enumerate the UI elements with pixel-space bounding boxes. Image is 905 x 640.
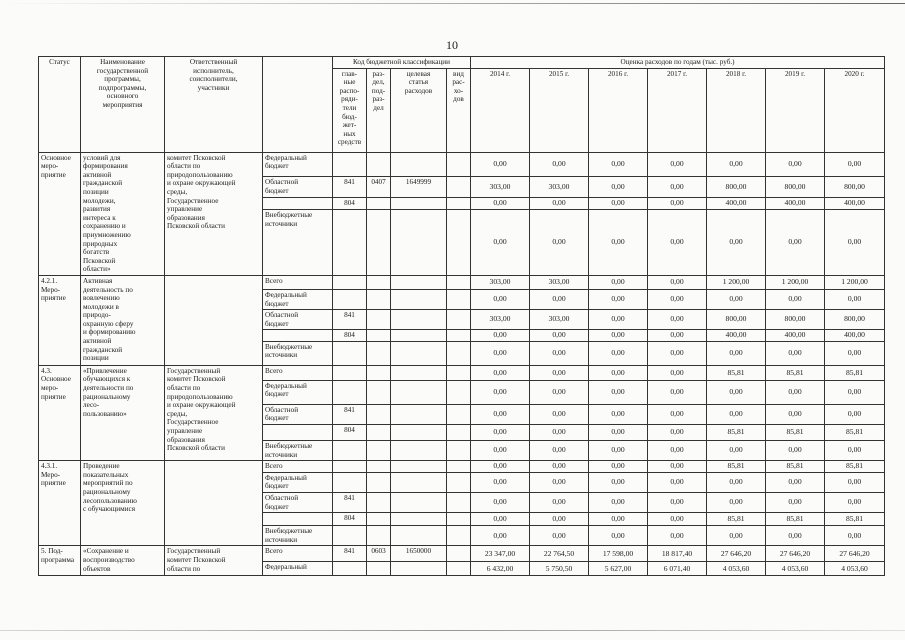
value-cell: 0,00 (648, 275, 707, 289)
value-cell: 0,00 (766, 152, 825, 177)
value-cell: 85,81 (766, 461, 825, 473)
value-cell: 0,00 (648, 365, 707, 380)
source-cell: Федеральный (263, 562, 333, 576)
target-cell (391, 275, 447, 289)
source-cell (263, 330, 333, 342)
value-cell: 800,00 (707, 177, 766, 198)
target-cell (391, 472, 447, 492)
value-cell: 0,00 (648, 330, 707, 342)
value-cell: 6 432,00 (471, 562, 530, 576)
grbs-cell (333, 461, 367, 473)
value-cell: 0,00 (825, 152, 885, 177)
source-cell: Внебюджетные источники (263, 441, 333, 461)
section-cell: 0407 (367, 177, 391, 198)
name-cell: условий для формирования активной гражданской позиции молодежи, развития интереса к сохранению и приумножению природных богатств Псковской области» (81, 152, 165, 275)
table-row (39, 152, 885, 177)
header-responsible: Ответственный исполнитель, соисполнители, участники (165, 57, 263, 153)
value-cell: 0,00 (471, 365, 530, 380)
value-cell: 85,81 (825, 425, 885, 441)
type-cell (447, 210, 471, 276)
value-cell: 0,00 (766, 289, 825, 309)
value-cell: 0,00 (707, 152, 766, 177)
type-cell (447, 461, 471, 473)
target-cell (391, 310, 447, 330)
target-cell (391, 289, 447, 309)
header-year: 2020 г. (825, 68, 885, 152)
value-cell: 0,00 (766, 341, 825, 365)
value-cell: 0,00 (825, 289, 885, 309)
type-cell (447, 493, 471, 513)
value-cell: 400,00 (766, 198, 825, 210)
value-cell: 0,00 (589, 365, 648, 380)
value-cell: 5 627,00 (589, 562, 648, 576)
source-cell: Всего (263, 275, 333, 289)
target-cell (391, 198, 447, 210)
target-cell (391, 330, 447, 342)
status-cell: 4.3.1. Меро- приятие (39, 461, 81, 546)
grbs-cell: 841 (333, 310, 367, 330)
source-cell (263, 425, 333, 441)
value-cell: 0,00 (530, 365, 589, 380)
value-cell: 0,00 (766, 210, 825, 276)
value-cell: 0,00 (589, 472, 648, 492)
table-row (39, 461, 885, 473)
value-cell: 1 200,00 (766, 275, 825, 289)
value-cell: 0,00 (471, 380, 530, 404)
value-cell: 0,00 (825, 441, 885, 461)
value-cell: 0,00 (648, 198, 707, 210)
section-cell (367, 441, 391, 461)
grbs-cell: 804 (333, 425, 367, 441)
grbs-cell (333, 365, 367, 380)
value-cell: 0,00 (589, 526, 648, 546)
value-cell: 0,00 (589, 210, 648, 276)
status-cell: 4.3. Основное меро- приятие (39, 365, 81, 460)
value-cell: 0,00 (530, 289, 589, 309)
source-cell: Областной бюджет (263, 177, 333, 198)
target-cell (391, 210, 447, 276)
value-cell: 0,00 (530, 472, 589, 492)
value-cell: 0,00 (707, 289, 766, 309)
value-cell: 1 200,00 (707, 275, 766, 289)
type-cell (447, 472, 471, 492)
type-cell (447, 425, 471, 441)
value-cell: 0,00 (530, 441, 589, 461)
value-cell: 6 071,40 (648, 562, 707, 576)
value-cell: 0,00 (530, 493, 589, 513)
value-cell: 0,00 (589, 310, 648, 330)
value-cell: 0,00 (707, 472, 766, 492)
value-cell: 4 053,60 (707, 562, 766, 576)
value-cell: 23 347,00 (471, 546, 530, 562)
value-cell: 0,00 (530, 330, 589, 342)
target-cell (391, 365, 447, 380)
source-cell: Федеральный бюджет (263, 472, 333, 492)
value-cell: 85,81 (766, 425, 825, 441)
section-cell (367, 210, 391, 276)
value-cell: 303,00 (530, 177, 589, 198)
grbs-cell (333, 526, 367, 546)
type-cell (447, 546, 471, 562)
target-cell (391, 404, 447, 424)
grbs-cell (333, 275, 367, 289)
name-cell: Проведение показательных мероприятий по рациональному лесопользованию с обучающимися (81, 461, 165, 546)
value-cell: 4 053,60 (766, 562, 825, 576)
value-cell: 0,00 (648, 425, 707, 441)
header-status: Статус (39, 57, 81, 153)
header-type: вид рас- хо- дов (447, 68, 471, 152)
name-cell: «Сохранение и воспроизводство объектов (81, 546, 165, 576)
value-cell: 0,00 (471, 330, 530, 342)
value-cell: 0,00 (589, 461, 648, 473)
source-cell: Областной бюджет (263, 310, 333, 330)
grbs-cell (333, 210, 367, 276)
value-cell: 0,00 (766, 472, 825, 492)
value-cell: 0,00 (471, 198, 530, 210)
value-cell: 0,00 (707, 380, 766, 404)
grbs-cell (333, 289, 367, 309)
responsible-cell (165, 461, 263, 546)
target-cell (391, 425, 447, 441)
source-cell: Областной бюджет (263, 493, 333, 513)
type-cell (447, 526, 471, 546)
source-cell: Областной бюджет (263, 404, 333, 424)
section-cell (367, 310, 391, 330)
name-cell: «Привлечение обучающихся к деятельности по рациональному лесо- пользованию» (81, 365, 165, 460)
value-cell: 0,00 (471, 493, 530, 513)
grbs-cell: 841 (333, 177, 367, 198)
target-cell (391, 341, 447, 365)
value-cell: 0,00 (648, 177, 707, 198)
value-cell: 800,00 (707, 310, 766, 330)
type-cell (447, 341, 471, 365)
responsible-cell (165, 275, 263, 365)
value-cell: 27 646,20 (825, 546, 885, 562)
section-cell (367, 152, 391, 177)
value-cell: 0,00 (648, 513, 707, 526)
status-cell: Основное меро- приятие (39, 152, 81, 275)
value-cell: 0,00 (589, 330, 648, 342)
header-name: Наименование государственной программы, подпрограммы, основного мероприятия (81, 57, 165, 153)
source-cell: Внебюджетные источники (263, 526, 333, 546)
type-cell (447, 275, 471, 289)
value-cell: 800,00 (825, 310, 885, 330)
value-cell: 0,00 (766, 526, 825, 546)
value-cell: 0,00 (648, 210, 707, 276)
value-cell: 0,00 (707, 210, 766, 276)
type-cell (447, 330, 471, 342)
table-row (39, 365, 885, 380)
value-cell: 0,00 (530, 380, 589, 404)
target-cell: 1649999 (391, 177, 447, 198)
header-section: раз- дел, под- раз- дел (367, 68, 391, 152)
source-cell: Внебюджетные источники (263, 341, 333, 365)
header-year: 2019 г. (766, 68, 825, 152)
value-cell: 400,00 (766, 330, 825, 342)
status-cell: 4.2.1. Меро- приятие (39, 275, 81, 365)
value-cell: 0,00 (471, 152, 530, 177)
value-cell: 0,00 (589, 275, 648, 289)
header-kbk: Код бюджетной классификации (333, 57, 471, 69)
status-cell: 5. Под- программа (39, 546, 81, 576)
value-cell: 85,81 (825, 461, 885, 473)
value-cell: 0,00 (530, 425, 589, 441)
grbs-cell: 804 (333, 330, 367, 342)
value-cell: 303,00 (471, 177, 530, 198)
section-cell (367, 330, 391, 342)
value-cell: 0,00 (471, 341, 530, 365)
type-cell (447, 380, 471, 404)
value-cell: 85,81 (766, 365, 825, 380)
source-cell: Внебюджетные источники (263, 210, 333, 276)
section-cell (367, 461, 391, 473)
value-cell: 0,00 (530, 152, 589, 177)
value-cell: 85,81 (707, 461, 766, 473)
value-cell: 400,00 (825, 330, 885, 342)
type-cell (447, 513, 471, 526)
value-cell: 0,00 (589, 198, 648, 210)
source-cell (263, 198, 333, 210)
section-cell (367, 275, 391, 289)
value-cell: 27 646,20 (766, 546, 825, 562)
budget-table (38, 56, 885, 576)
top-rule (0, 3, 905, 4)
type-cell (447, 310, 471, 330)
value-cell: 0,00 (648, 404, 707, 424)
target-cell (391, 461, 447, 473)
section-cell (367, 513, 391, 526)
value-cell: 303,00 (530, 275, 589, 289)
value-cell: 85,81 (707, 425, 766, 441)
value-cell: 0,00 (648, 310, 707, 330)
grbs-cell: 841 (333, 546, 367, 562)
value-cell: 0,00 (766, 441, 825, 461)
source-cell (263, 513, 333, 526)
target-cell (391, 513, 447, 526)
header-row-1 (39, 57, 885, 69)
value-cell: 0,00 (589, 493, 648, 513)
value-cell: 0,00 (648, 493, 707, 513)
value-cell: 4 053,60 (825, 562, 885, 576)
value-cell: 22 764,50 (530, 546, 589, 562)
section-cell (367, 341, 391, 365)
value-cell: 27 646,20 (707, 546, 766, 562)
header-year: 2017 г. (648, 68, 707, 152)
value-cell: 0,00 (471, 425, 530, 441)
value-cell: 0,00 (825, 210, 885, 276)
source-cell: Всего (263, 546, 333, 562)
source-cell: Всего (263, 365, 333, 380)
value-cell: 0,00 (589, 289, 648, 309)
type-cell (447, 441, 471, 461)
value-cell: 0,00 (471, 289, 530, 309)
value-cell: 400,00 (707, 330, 766, 342)
type-cell (447, 365, 471, 380)
value-cell: 0,00 (530, 210, 589, 276)
value-cell: 85,81 (707, 513, 766, 526)
value-cell: 0,00 (648, 526, 707, 546)
section-cell (367, 425, 391, 441)
value-cell: 0,00 (530, 461, 589, 473)
value-cell: 0,00 (471, 461, 530, 473)
value-cell: 0,00 (648, 341, 707, 365)
value-cell: 85,81 (707, 365, 766, 380)
value-cell: 0,00 (648, 380, 707, 404)
value-cell: 0,00 (530, 513, 589, 526)
header-grbs: глав- ные распо- ряди- тели бюд- жет- ных средств (333, 68, 367, 152)
value-cell: 0,00 (589, 177, 648, 198)
header-year: 2016 г. (589, 68, 648, 152)
grbs-cell (333, 380, 367, 404)
value-cell: 0,00 (766, 493, 825, 513)
type-cell (447, 404, 471, 424)
responsible-cell: Государственный комитет Псковской области по природопользованию и охране окружающей среды, Государственное управление образования Псковской области (165, 365, 263, 460)
value-cell: 0,00 (530, 341, 589, 365)
header-estimate: Оценка расходов по годам (тыс. руб.) (471, 57, 885, 69)
header-target: целевая статья расходов (391, 68, 447, 152)
header-source (263, 57, 333, 153)
type-cell (447, 562, 471, 576)
header-year: 2015 г. (530, 68, 589, 152)
value-cell: 400,00 (825, 198, 885, 210)
grbs-cell (333, 472, 367, 492)
value-cell: 0,00 (707, 441, 766, 461)
responsible-cell: Государственный комитет Псковской области по (165, 546, 263, 576)
value-cell: 0,00 (471, 210, 530, 276)
value-cell: 303,00 (471, 310, 530, 330)
grbs-cell (333, 341, 367, 365)
type-cell (447, 177, 471, 198)
value-cell: 800,00 (825, 177, 885, 198)
value-cell: 0,00 (707, 404, 766, 424)
section-cell (367, 562, 391, 576)
target-cell (391, 380, 447, 404)
page-number: 10 (446, 38, 458, 52)
source-cell: Всего (263, 461, 333, 473)
target-cell (391, 152, 447, 177)
section-cell (367, 380, 391, 404)
value-cell: 0,00 (648, 289, 707, 309)
section-cell (367, 198, 391, 210)
source-cell: Федеральный бюджет (263, 380, 333, 404)
value-cell: 0,00 (589, 441, 648, 461)
value-cell: 0,00 (825, 404, 885, 424)
value-cell: 0,00 (766, 404, 825, 424)
type-cell (447, 289, 471, 309)
grbs-cell (333, 441, 367, 461)
section-cell: 0603 (367, 546, 391, 562)
value-cell: 0,00 (530, 526, 589, 546)
value-cell: 0,00 (825, 341, 885, 365)
value-cell: 0,00 (707, 341, 766, 365)
table-row (39, 546, 885, 562)
header-year: 2018 г. (707, 68, 766, 152)
value-cell: 0,00 (825, 493, 885, 513)
value-cell: 0,00 (589, 380, 648, 404)
value-cell: 0,00 (589, 152, 648, 177)
value-cell: 1 200,00 (825, 275, 885, 289)
value-cell: 800,00 (766, 310, 825, 330)
value-cell: 0,00 (707, 493, 766, 513)
grbs-cell: 804 (333, 513, 367, 526)
section-cell (367, 526, 391, 546)
value-cell: 17 598,00 (589, 546, 648, 562)
value-cell: 0,00 (530, 198, 589, 210)
source-cell: Федеральный бюджет (263, 289, 333, 309)
value-cell: 0,00 (648, 441, 707, 461)
value-cell: 85,81 (766, 513, 825, 526)
value-cell: 0,00 (471, 441, 530, 461)
target-cell (391, 493, 447, 513)
value-cell: 303,00 (471, 275, 530, 289)
target-cell (391, 441, 447, 461)
value-cell: 85,81 (825, 513, 885, 526)
value-cell: 0,00 (589, 404, 648, 424)
name-cell: Активная деятельность по вовлечению молодежи в природо- охранную сферу и формированию активной гражданской позиции (81, 275, 165, 365)
value-cell: 0,00 (589, 341, 648, 365)
value-cell: 800,00 (766, 177, 825, 198)
type-cell (447, 152, 471, 177)
value-cell: 5 750,50 (530, 562, 589, 576)
grbs-cell: 841 (333, 493, 367, 513)
target-cell (391, 562, 447, 576)
value-cell: 0,00 (589, 425, 648, 441)
section-cell (367, 404, 391, 424)
value-cell: 0,00 (825, 472, 885, 492)
section-cell (367, 493, 391, 513)
section-cell (367, 289, 391, 309)
target-cell (391, 526, 447, 546)
grbs-cell: 841 (333, 404, 367, 424)
table-row (39, 275, 885, 289)
value-cell: 0,00 (589, 513, 648, 526)
value-cell: 0,00 (707, 526, 766, 546)
value-cell: 0,00 (471, 472, 530, 492)
value-cell: 0,00 (766, 380, 825, 404)
target-cell: 1650000 (391, 546, 447, 562)
section-cell (367, 365, 391, 380)
value-cell: 0,00 (648, 152, 707, 177)
value-cell: 0,00 (471, 526, 530, 546)
grbs-cell: 804 (333, 198, 367, 210)
value-cell: 303,00 (530, 310, 589, 330)
grbs-cell (333, 152, 367, 177)
bottom-rule (0, 630, 905, 631)
grbs-cell (333, 562, 367, 576)
header-year: 2014 г. (471, 68, 530, 152)
value-cell: 0,00 (825, 380, 885, 404)
value-cell: 0,00 (648, 461, 707, 473)
value-cell: 85,81 (825, 365, 885, 380)
value-cell: 0,00 (648, 472, 707, 492)
value-cell: 18 817,40 (648, 546, 707, 562)
responsible-cell: комитет Псковской области по природопользованию и охране окружающей среды, Государственное управление образования Псковской области (165, 152, 263, 275)
source-cell: Федеральный бюджет (263, 152, 333, 177)
value-cell: 0,00 (825, 526, 885, 546)
type-cell (447, 198, 471, 210)
value-cell: 0,00 (530, 404, 589, 424)
value-cell: 0,00 (471, 404, 530, 424)
section-cell (367, 472, 391, 492)
value-cell: 0,00 (471, 513, 530, 526)
value-cell: 400,00 (707, 198, 766, 210)
